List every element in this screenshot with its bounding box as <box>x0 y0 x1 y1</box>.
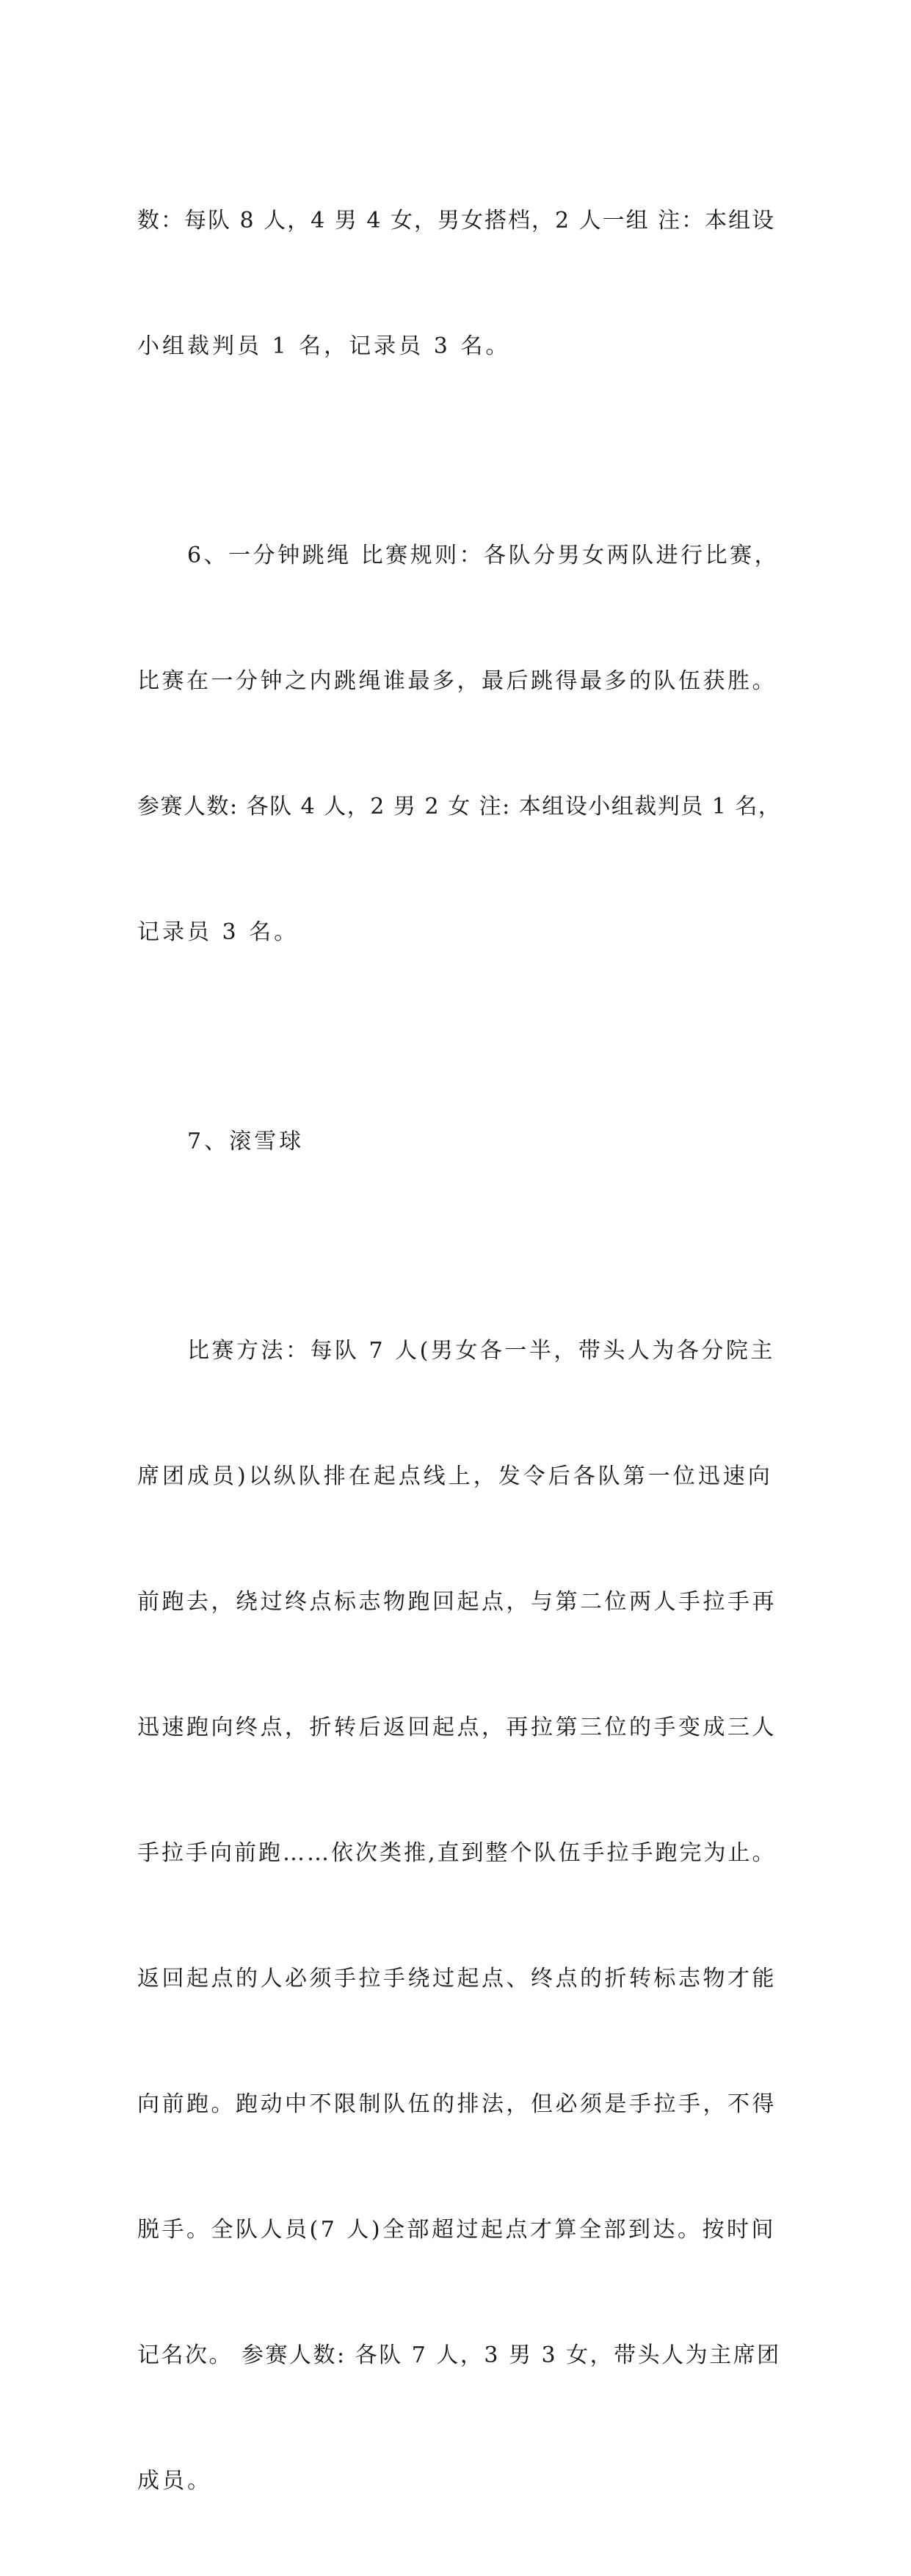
text-line: 成员。 <box>137 2468 212 2494</box>
text-line: 手拉手向前跑……依次类推,直到整个队伍手拉手跑完为止。 <box>137 1840 777 1866</box>
text-line: 小组裁判员 1 名，记录员 3 名。 <box>137 333 511 359</box>
text-line: 前跑去，绕过终点标志物跑回起点，与第二位两人手拉手再 <box>137 1589 777 1615</box>
text-line: 脱手。全队人员(7 人)全部超过起点才算全部到达。按时间 <box>137 2217 777 2243</box>
text-line: 席团成员)以纵队排在起点线上，发令后各队第一位迅速向 <box>137 1464 773 1489</box>
paragraph-rules-continued <box>137 116 783 451</box>
text-line: 6、一分钟跳绳 比赛规则：各队分男女两队进行比赛， <box>187 543 780 568</box>
text-line: 返回起点的人必须手拉手绕过起点、终点的折转标志物才能 <box>137 1966 777 1991</box>
section-heading-snowball <box>137 1037 783 1246</box>
paragraph-jump-rope <box>137 451 783 1037</box>
text-line: 参赛人数: 各队 4 人，2 男 2 女 注: 本组设小组裁判员 1 名， <box>137 794 782 820</box>
text-line: 迅速跑向终点，折转后返回起点，再拉第三位的手变成三人 <box>137 1715 777 1740</box>
text-line: 比赛在一分钟之内跳绳谁最多，最后跳得最多的队伍获胜。 <box>137 668 777 694</box>
text-line: 记录员 3 名。 <box>137 919 300 945</box>
text-line: 数：每队 8 人，4 男 4 女，男女搭档，2 人一组 注：本组设 <box>137 208 776 234</box>
text-line: 比赛方法：每队 7 人(男女各一半，带头人为各分院主 <box>187 1338 775 1364</box>
document-page <box>137 116 783 2576</box>
text-line: 记名次。 参赛人数: 各队 7 人，3 男 3 女，带头人为主席团 <box>137 2342 781 2368</box>
paragraph-snowball-method <box>137 1246 783 2576</box>
text-line: 7、滚雪球 <box>187 1129 305 1154</box>
text-line: 向前跑。跑动中不限制队伍的排法，但必须是手拉手，不得 <box>137 2091 777 2117</box>
